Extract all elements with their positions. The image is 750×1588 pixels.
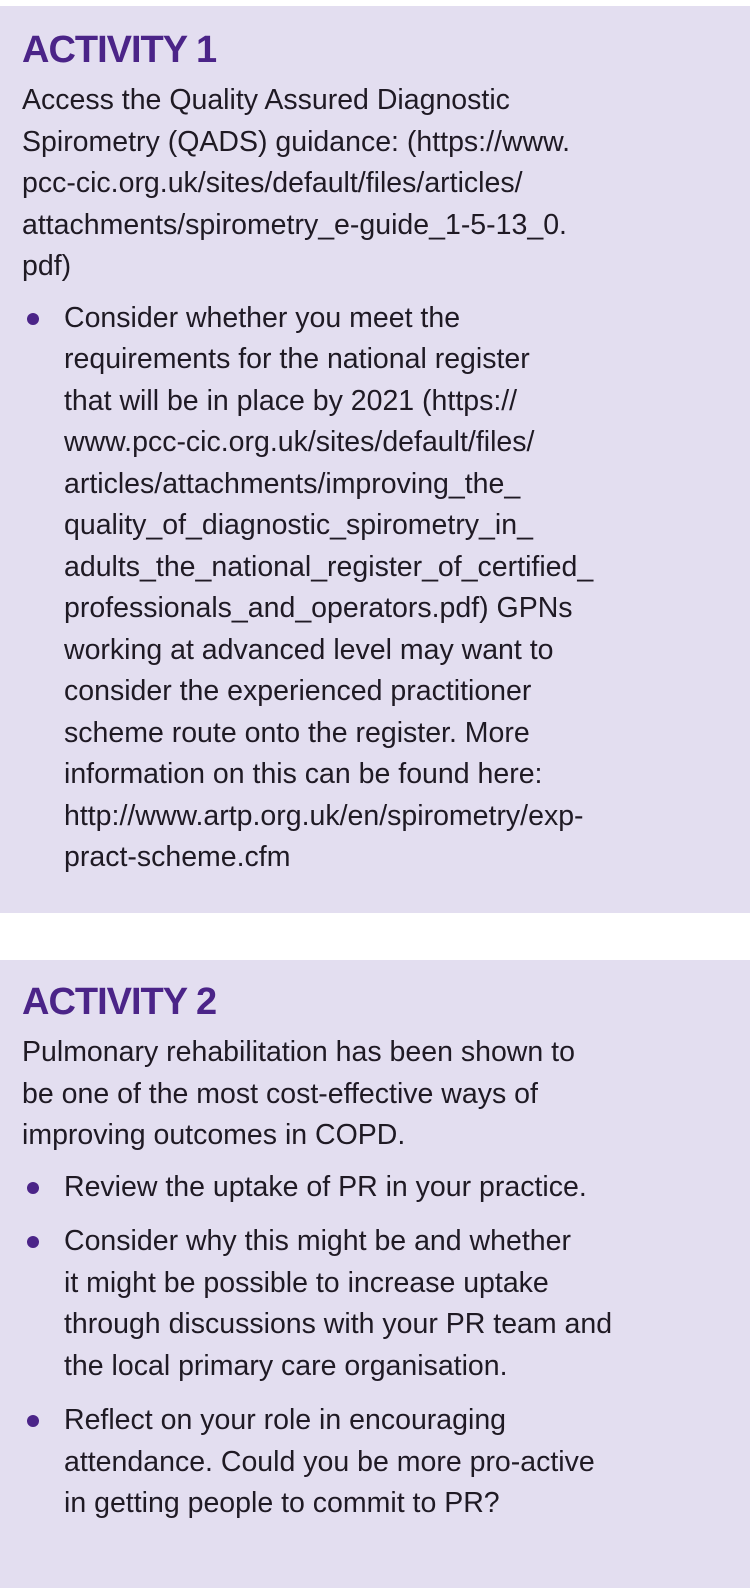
activity-2-panel — [0, 960, 750, 1588]
bullet-dot-icon — [27, 1182, 39, 1194]
activity-1-bullet — [22, 298, 722, 879]
activity-2-bullet — [22, 1221, 722, 1387]
activity-2-bullet — [22, 1167, 722, 1209]
bullet-dot-icon — [27, 313, 39, 325]
activity-2-bullet-list — [22, 1167, 722, 1525]
activity-1-title: ACTIVITY 1 — [22, 29, 217, 71]
activity-1-bullet-list — [22, 298, 722, 879]
bullet-dot-icon — [27, 1236, 39, 1248]
activity-1-bullet-text: Consider whether you meet the requirements for the national register that will be in place by 2021 (https:// www.pcc-cic.org.uk/sites/default/files/ articles/attachments/improving_the_ quality_of_diagnostic_spirometry_in_ adults_the_national_register_of_certified_ professionals_and_operators.pdf) GPNs working at advanced level may want to consider the experienced practitioner scheme route onto the register. More information on this can be found here: http://www.artp.org.uk/en/spirometry/exp- pract-scheme.cfm — [64, 301, 594, 873]
activity-1-intro: Access the Quality Assured Diagnostic Spirometry (QADS) guidance: (https://www. pcc-cic.org.uk/sites/default/files/articles/ attachments/spirometry_e-guide_1-5-13_0. pdf) — [22, 84, 571, 282]
activity-1-panel — [0, 6, 750, 913]
activity-2-title: ACTIVITY 2 — [22, 981, 217, 1023]
activity-2-intro: Pulmonary rehabilitation has been shown to be one of the most cost-effective ways of improving outcomes in COPD. — [22, 1036, 575, 1151]
activity-2-bullet — [22, 1400, 722, 1525]
activity-2-bullet-text: Review the uptake of PR in your practice. — [64, 1170, 587, 1203]
activity-2-bullet-text: Reflect on your role in encouraging attendance. Could you be more pro-active in getting people to commit to PR? — [64, 1404, 595, 1519]
bullet-dot-icon — [27, 1415, 39, 1427]
activity-2-bullet-text: Consider why this might be and whether it might be possible to increase uptake through discussions with your PR team and the local primary care organisation. — [64, 1225, 613, 1382]
